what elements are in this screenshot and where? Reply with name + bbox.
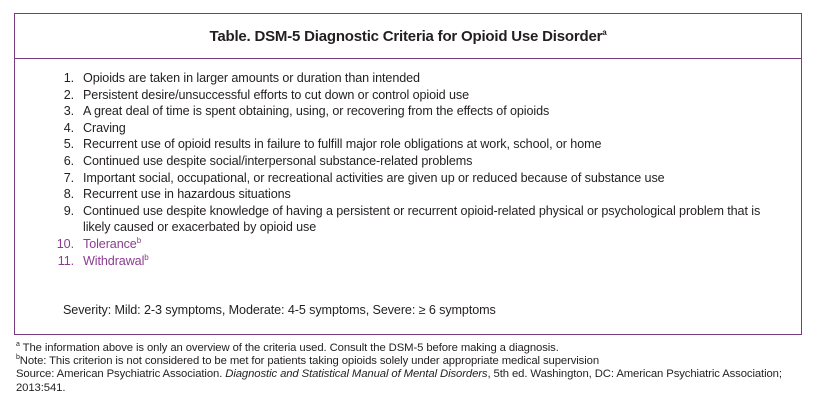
footnotes xyxy=(16,342,796,395)
source-citation xyxy=(16,368,796,394)
list-item xyxy=(15,203,801,236)
item-number: 2. xyxy=(63,87,74,102)
item-label: Withdrawal xyxy=(83,253,145,268)
severity-note: Severity: Mild: 2-3 symptoms, Moderate: 4-5 symptoms, Severe: ≥ 6 symptoms xyxy=(63,303,496,317)
item-number: 6. xyxy=(63,153,74,168)
footnote-marker: b xyxy=(144,252,149,262)
item-text: A great deal of time is spent obtaining, using, or recovering from the effects of opioids xyxy=(83,104,550,119)
item-text: Persistent desire/unsuccessful efforts to cut down or control opioid use xyxy=(83,87,469,102)
item-text: Continued use despite knowledge of having a persistent or recurrent opioid-related physical or psychological problem that is likely caused or exacerbated by opioid use xyxy=(83,203,761,235)
footnote-b xyxy=(16,355,796,368)
footnote-marker: b xyxy=(136,235,142,245)
criteria-list xyxy=(15,70,801,269)
list-item xyxy=(15,170,801,187)
table-title-text: Table. DSM-5 Diagnostic Criteria for Opioid Use Disorder xyxy=(209,27,603,45)
item-number: 4. xyxy=(63,120,74,135)
source-suffix: , 5th ed. Washington, DC: American Psychiatric Association; 2013:541. xyxy=(16,368,782,394)
list-item xyxy=(15,103,801,120)
table-title-row xyxy=(15,14,801,59)
item-text: Important social, occupational, or recreational activities are given up or reduced because of substance use xyxy=(83,170,665,185)
footnote-a-text: The information above is only an overview of the criteria used. Consult the DSM-5 before making a diagnosis. xyxy=(22,342,559,354)
item-text: Opioids are taken in larger amounts or duration than intended xyxy=(83,71,420,85)
list-item xyxy=(15,186,801,203)
list-item xyxy=(15,136,801,153)
item-number: 1. xyxy=(63,71,74,85)
item-number: 3. xyxy=(63,104,74,119)
list-item xyxy=(15,236,801,253)
footnote-a xyxy=(16,342,796,355)
item-number: 11. xyxy=(57,253,74,268)
item-number: 7. xyxy=(63,170,74,185)
footnote-b-marker: b xyxy=(16,354,20,362)
item-text: Craving xyxy=(83,120,126,135)
item-text: Recurrent use of opioid results in failure to fulfill major role obligations at work, school, or home xyxy=(83,137,602,152)
title-footnote-marker: a xyxy=(602,27,607,37)
list-item xyxy=(15,87,801,104)
list-item xyxy=(15,153,801,170)
item-text: Recurrent use in hazardous situations xyxy=(83,187,291,202)
source-prefix: Source: American Psychiatric Association. xyxy=(16,368,226,381)
item-label: Tolerance xyxy=(83,236,137,251)
list-item xyxy=(15,70,801,87)
item-number: 8. xyxy=(63,187,74,202)
item-number: 10. xyxy=(56,236,74,251)
item-text xyxy=(83,236,801,253)
source-title: Diagnostic and Statistical Manual of Mental Disorders xyxy=(225,368,488,381)
item-number: 5. xyxy=(63,137,74,152)
table-title xyxy=(209,28,606,45)
footnote-a-marker: a xyxy=(16,341,20,349)
footnote-b-text: Note: This criterion is not considered to be met for patients taking opioids solely under appropriate medical supervision xyxy=(19,355,600,368)
list-item xyxy=(15,120,801,137)
item-text xyxy=(83,253,801,270)
item-text: Continued use despite social/interpersonal substance-related problems xyxy=(83,153,473,168)
item-number: 9. xyxy=(63,203,74,218)
list-item xyxy=(15,253,801,270)
criteria-table xyxy=(14,13,802,335)
